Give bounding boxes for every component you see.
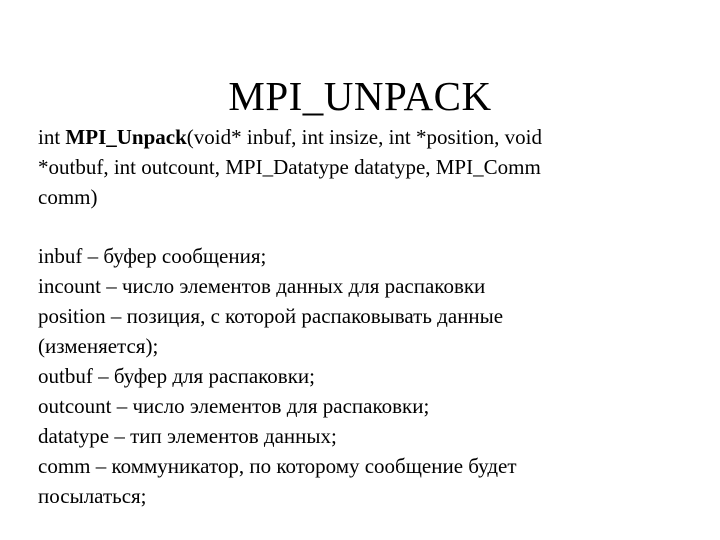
- signature-line-3: comm): [38, 185, 98, 209]
- function-signature: [38, 122, 688, 212]
- signature-line-2: *outbuf, int outcount, MPI_Datatype datatype, MPI_Comm: [38, 155, 541, 179]
- param-line-position-cont: (изменяется);: [38, 334, 159, 358]
- slide-title: MPI_UNPACK: [228, 73, 492, 119]
- signature-line-1: [38, 122, 688, 152]
- param-line-comm: comm – коммуникатор, по которому сообщение будет: [38, 454, 517, 478]
- param-line-position: position – позиция, с которой распаковывать данные: [38, 304, 504, 328]
- param-line-outbuf: outbuf – буфер для распаковки;: [38, 364, 315, 388]
- param-line-incount: incount – число элементов данных для распаковки: [38, 274, 486, 298]
- parameter-list: [38, 241, 698, 511]
- signature-args-1: (void* inbuf, int insize, int *position, void: [186, 125, 543, 149]
- param-line-datatype: datatype – тип элементов данных;: [38, 424, 337, 448]
- return-type: int: [38, 125, 66, 149]
- param-line-inbuf: inbuf – буфер сообщения;: [38, 244, 267, 268]
- param-line-comm-cont: посылаться;: [38, 484, 147, 508]
- param-line-outcount: outcount – число элементов для распаковки;: [38, 394, 430, 418]
- function-name: MPI_Unpack: [65, 125, 187, 149]
